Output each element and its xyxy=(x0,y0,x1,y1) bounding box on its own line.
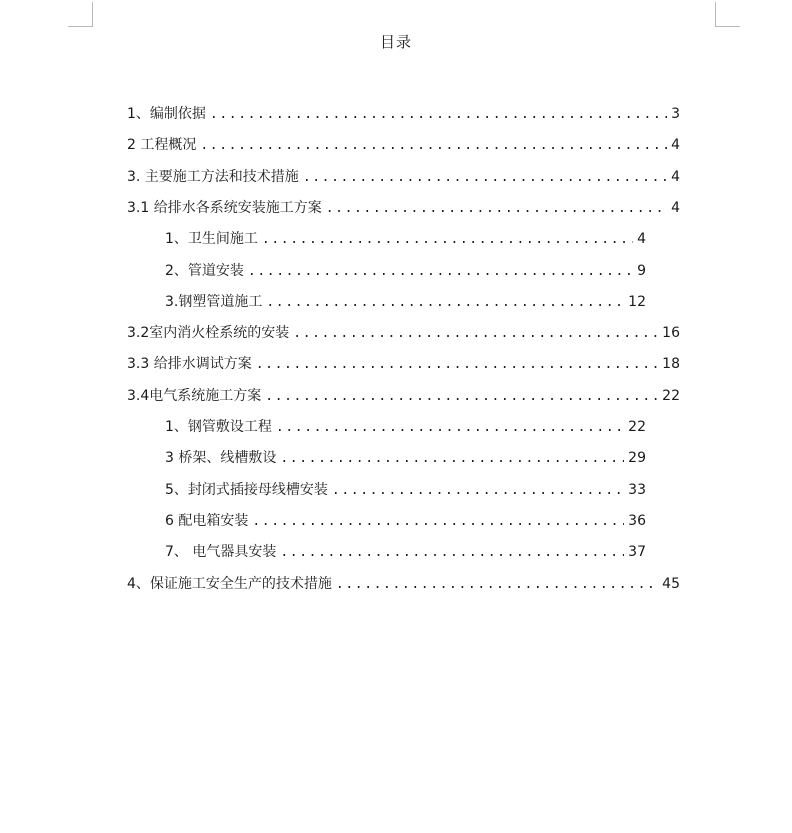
toc-entry-page-number: 12 xyxy=(628,294,646,310)
toc-entry-page-number: 9 xyxy=(637,263,646,279)
toc-entry-label: 3. 主要施工方法和技术措施 xyxy=(127,169,299,185)
toc-entry-page-number: 45 xyxy=(662,576,680,592)
toc-entry-label: 3.钢塑管道施工 xyxy=(165,294,263,310)
toc-entry-label: 2 工程概况 xyxy=(127,137,197,153)
toc-dot-leader xyxy=(293,324,658,344)
toc-dot-leader xyxy=(276,418,624,438)
toc-dot-leader xyxy=(210,105,667,125)
toc-entry-page-number: 4 xyxy=(671,169,680,185)
toc-entry-page-number: 29 xyxy=(628,450,646,466)
toc-entry-label: 7、 电气器具安装 xyxy=(165,544,277,560)
toc-entry[interactable] xyxy=(165,292,646,313)
toc-dot-leader xyxy=(280,543,624,563)
toc-entry-label: 3.2室内消火栓系统的安装 xyxy=(127,325,290,341)
toc-entry-label: 1、钢管敷设工程 xyxy=(165,419,272,435)
toc-entry-page-number: 33 xyxy=(628,482,646,498)
toc-entry[interactable] xyxy=(165,542,646,563)
toc-dot-leader xyxy=(256,355,658,375)
toc-entry[interactable] xyxy=(165,480,646,501)
toc-entry-page-number: 36 xyxy=(628,513,646,529)
toc-entry-page-number: 37 xyxy=(628,544,646,560)
page-title: 目录 xyxy=(379,33,412,51)
toc-dot-leader xyxy=(252,512,624,532)
toc-entry-label: 2、管道安装 xyxy=(165,263,244,279)
toc-entry[interactable] xyxy=(127,323,680,344)
toc-entry[interactable] xyxy=(127,574,680,595)
toc-entry[interactable] xyxy=(127,167,680,188)
toc-dot-leader xyxy=(332,481,624,501)
toc-entry[interactable] xyxy=(165,448,646,469)
toc-dot-leader xyxy=(326,199,667,219)
toc-entry-label: 3 桥架、线槽敷设 xyxy=(165,450,277,466)
toc-entry[interactable] xyxy=(165,229,646,250)
toc-entry[interactable] xyxy=(127,135,680,156)
page-corner-mark-top-left xyxy=(68,2,93,27)
toc-entry-page-number: 4 xyxy=(671,137,680,153)
toc-dot-leader xyxy=(266,293,624,313)
toc-entry-page-number: 3 xyxy=(671,106,680,122)
toc-dot-leader xyxy=(336,575,658,595)
toc-entry-label: 4、保证施工安全生产的技术措施 xyxy=(127,576,332,592)
toc-entry-label: 3.1 给排水各系统安装施工方案 xyxy=(127,200,322,216)
toc-entry-label: 3.3 给排水调试方案 xyxy=(127,356,252,372)
toc-entry[interactable] xyxy=(165,417,646,438)
toc-entry-label: 1、编制依据 xyxy=(127,106,206,122)
toc-dot-leader xyxy=(248,262,633,282)
toc-dot-leader xyxy=(200,136,667,156)
toc-entry-page-number: 4 xyxy=(637,231,646,247)
toc-dot-leader xyxy=(280,449,624,469)
toc-entry-label: 5、封闭式插接母线槽安装 xyxy=(165,482,328,498)
toc-entry-page-number: 16 xyxy=(662,325,680,341)
toc-dot-leader xyxy=(265,387,658,407)
toc-entry-label: 3.4电气系统施工方案 xyxy=(127,388,262,404)
toc-entry[interactable] xyxy=(127,386,680,407)
toc-entry-page-number: 18 xyxy=(662,356,680,372)
toc-entry[interactable] xyxy=(165,511,646,532)
toc-entry-page-number: 4 xyxy=(671,200,680,216)
toc-entry[interactable] xyxy=(127,104,680,125)
toc-entry-label: 6 配电箱安装 xyxy=(165,513,249,529)
toc-entry[interactable] xyxy=(165,261,646,282)
toc-entry-label: 1、卫生间施工 xyxy=(165,231,258,247)
toc-entry[interactable] xyxy=(127,354,680,375)
toc-entry[interactable] xyxy=(127,198,680,219)
toc-entry-page-number: 22 xyxy=(662,388,680,404)
page-corner-mark-top-right xyxy=(715,2,740,27)
toc-dot-leader xyxy=(262,230,633,250)
toc-entry-page-number: 22 xyxy=(628,419,646,435)
toc-dot-leader xyxy=(303,168,667,188)
